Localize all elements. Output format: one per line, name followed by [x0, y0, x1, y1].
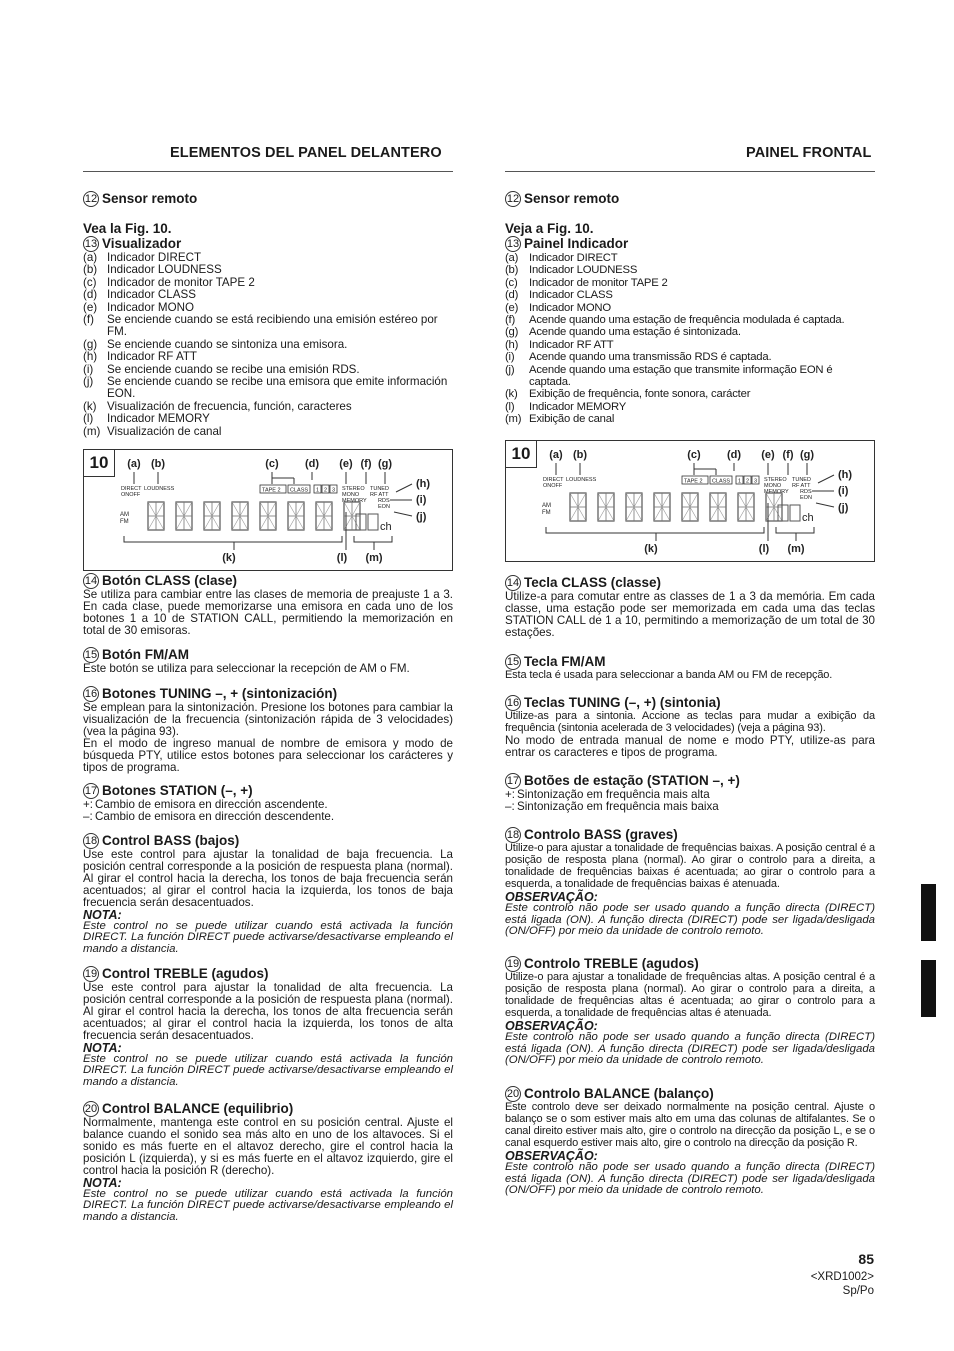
section-12-es	[83, 191, 453, 207]
callout-line	[816, 503, 834, 507]
item-key: (c)	[505, 276, 518, 289]
indicator-tuned: TUNED	[370, 486, 389, 492]
callout-label: (d)	[304, 458, 320, 470]
note-label: NOTA:	[83, 1040, 122, 1055]
indicator-tape2: TAPE 2	[262, 487, 281, 494]
section-text: No modo de entrada manual de nome e modo PTY, utilize-as para entrar os caracteres e tipos de programa.	[505, 733, 875, 759]
thumb-tab-portuguese	[921, 960, 936, 1017]
callout-label: (b)	[572, 449, 588, 461]
item-text: Indicador MEMORY	[529, 400, 627, 413]
item-text: Se enciende cuando se está recibiendo una emisión estéreo por FM.	[107, 313, 438, 339]
item-key: (k)	[83, 399, 97, 413]
section-title: Tecla CLASS (classe)	[524, 575, 662, 590]
model-code: <XRD1002>	[810, 1271, 874, 1283]
callout-label-i: (i)	[838, 485, 849, 497]
display-indicator-item	[83, 413, 453, 425]
callout-label-h: (h)	[838, 469, 853, 481]
display-indicator-item	[83, 376, 453, 401]
list-item: +: Cambio de emisora en dirección ascendente.	[83, 798, 328, 811]
display-indicator-item	[505, 339, 875, 351]
section-text: Esta tecla é usada para seleccionar a banda AM ou FM de recepção.	[505, 669, 833, 681]
section-number: 15	[84, 649, 98, 661]
note-text: Este controlo não pode ser usado quando a função directa (DIRECT) está ligada (ON). A função directa (DIRECT) pode ser ligada/desligada (ON/OFF) por meio da unidade de controlo remoto.	[505, 1160, 875, 1197]
section-12-pt	[505, 191, 875, 207]
section-number: 13	[506, 238, 520, 250]
section-16-pt	[505, 695, 875, 759]
item-key: (j)	[83, 375, 94, 389]
callout-label-j: (j)	[416, 511, 427, 523]
item-text: Se enciende cuando se recibe una emisión RDS.	[107, 362, 360, 376]
character-cell	[654, 493, 670, 521]
section-title: Painel Indicador	[524, 236, 629, 251]
class-number: 1	[316, 487, 320, 494]
note-text: Este controlo não pode ser usado quando a função directa (DIRECT) está ligada (ON). A função directa (DIRECT) pode ser ligada/desligada (ON/OFF) por meio da unidade de controlo remoto.	[505, 1030, 875, 1067]
language-code: Sp/Po	[842, 1285, 874, 1297]
section-13-pt	[505, 221, 875, 426]
section-title: Tecla FM/AM	[524, 654, 606, 669]
note-text: Este control no se puede utilizar cuando está activada la función DIRECT. La función DIRECT puede activarse/desactivarse empleando el mando a distancia.	[83, 1052, 453, 1089]
section-title: Control BASS (bajos)	[102, 833, 240, 848]
see-figure: Vea la Fig. 10.	[83, 221, 172, 236]
display-indicator-item	[83, 264, 453, 276]
section-text: Utilize-a para comutar entre as classes de 1 a 3 da memória. Em cada classe, uma estação pode ser memorizada em cada uma das teclas STATION CALL de 1 a 10, permitindo a memorização de um total de 30 estações.	[505, 590, 875, 639]
note-text: Este controlo não pode ser usado quando a função directa (DIRECT) está ligada (ON). A função directa (DIRECT) pode ser ligada/desligada (ON/OFF) por meio da unidade de controlo remoto.	[505, 901, 875, 938]
note-label: NOTA:	[83, 1175, 122, 1190]
section-13-es	[83, 221, 453, 438]
section-title: Controlo BASS (graves)	[524, 827, 678, 842]
header-rule-es	[83, 171, 453, 172]
character-cell	[148, 502, 164, 530]
section-number: 20	[506, 1088, 520, 1100]
list-item: +: Sintonização em frequência mais alta	[505, 788, 710, 801]
character-cell	[682, 493, 698, 521]
indicator-onoff: ONOFF	[543, 483, 563, 489]
section-number: 20	[84, 1103, 98, 1115]
item-key: (l)	[83, 412, 94, 426]
item-text: Indicador MONO	[529, 301, 611, 314]
list-item: –: Cambio de emisora en dirección descendente.	[83, 810, 335, 823]
indicator-tape2: TAPE 2	[684, 478, 703, 485]
character-cell	[738, 493, 754, 521]
section-text: Utilize-o para ajustar a tonalidade de frequências altas. A posição central é a posição de resposta plana (normal). Ao girar o controlo para a direita, a tonalidade de frequências altas é acentuada; ao girar o controlo para a esquerda, a tonalidade de frequências altas é atenuada.	[505, 971, 875, 1019]
section-text: Se emplean para la sintonización. Presione los botones para cambiar la visualización de la frecuencia (sintonización rápida de 3 velocidades) (vea la página 93).	[83, 701, 453, 738]
item-text: Indicador MEMORY	[107, 412, 210, 426]
header-rule-pt	[505, 171, 875, 172]
item-text: Indicador CLASS	[107, 288, 196, 302]
display-indicator-item	[505, 289, 875, 301]
section-number: 13	[84, 238, 98, 250]
indicator-eon: EON	[378, 504, 390, 510]
display-indicator-item	[83, 314, 453, 339]
item-text: Exibição de frequência, fonte sonora, carácter	[529, 388, 751, 401]
display-indicator-item	[505, 314, 875, 326]
item-key: (h)	[83, 350, 98, 364]
item-text: Indicador CLASS	[529, 289, 613, 302]
class-number: 2	[746, 478, 750, 485]
indicator-eon: EON	[800, 495, 812, 501]
channel-digit	[790, 505, 800, 521]
bracket-m	[776, 527, 814, 533]
item-text: Indicador LOUDNESS	[107, 263, 222, 277]
indicator-class: CLASS	[290, 487, 309, 494]
callout-label: (f)	[782, 449, 794, 461]
document-code	[760, 1270, 874, 1298]
item-key: (l)	[505, 400, 515, 413]
section-title: Botões de estação (STATION –, +)	[524, 773, 740, 788]
section-number: 12	[84, 193, 98, 205]
section-title: Botón FM/AM	[102, 647, 189, 662]
section-text: Use este control para ajustar la tonalidad de baja frecuencia. La posición central corresponde a la posición de respuesta plana (normal). Al girar el control hacia la derecha, los tonos de baja frecuencia serán acentuados; al girar el control hacia la izquierda, los tonos de baja frecuencia serán desacentuados.	[83, 848, 453, 909]
section-title: Controlo TREBLE (agudos)	[524, 956, 699, 971]
page-header-es: ELEMENTOS DEL PANEL DELANTERO	[170, 145, 442, 161]
item-key: (b)	[505, 264, 519, 277]
item-key: (g)	[505, 326, 519, 339]
section-19-es	[83, 966, 453, 1089]
callout-label: (a)	[549, 449, 563, 461]
indicator-mono: MONO	[764, 483, 782, 489]
section-text: Use este control para ajustar la tonalidad de alta frecuencia. La posición central corresponde a la posición de respuesta plana (normal). Al girar el control hacia la derecha, los tonos de alta frecuencia serán acentuados; al girar el control hacia la izquierda, los tonos de alta frecuencia serán desacentuados.	[83, 981, 453, 1042]
indicator-tuned: TUNED	[792, 477, 811, 483]
display-indicator-item	[505, 401, 875, 413]
section-text: Utilize-o para ajustar a tonalidade de frequências baixas. A posição central é a posição de resposta plana (normal). Ao girar o controlo para a direita, a tonalidade de frequências baixas é acentuada; ao girar o controlo para a esquerda, a tonalidade de frequências baixas é atenuada.	[505, 842, 875, 890]
display-indicator-list	[505, 252, 875, 426]
thumb-tab-spanish	[921, 884, 936, 941]
figure-number: 10	[84, 450, 115, 477]
display-indicator-item	[505, 326, 875, 338]
callout-label-m: (m)	[365, 552, 383, 564]
section-text: Se utiliza para cambiar entre las clases de memoria de preajuste 1 a 3. En cada clase, puede memorizarse una emisora en cada uno de los botones 1 a 10 de STATION CALL, permitiendo la memorización en total de 30 emisoras.	[83, 588, 453, 637]
indicator-onoff: ONOFF	[121, 492, 141, 498]
callout-label: (a)	[127, 458, 141, 470]
character-cell	[232, 502, 248, 530]
callout-label: (c)	[265, 458, 279, 470]
indicator-stereo: STEREO	[342, 486, 365, 492]
section-18-es	[83, 833, 453, 956]
item-key: (i)	[83, 362, 94, 376]
section-text: Utilize-as para a sintonia. Accione as teclas para mudar a exibição da frequência (sintonia acelerada de 3 velocidades) (veja a página 93).	[505, 710, 875, 734]
section-number: 18	[84, 835, 98, 847]
callout-line	[396, 484, 412, 492]
section-number: 18	[506, 829, 520, 841]
item-key: (k)	[505, 388, 518, 401]
channel-digit	[356, 514, 366, 530]
figure-10-es	[83, 449, 453, 571]
section-20-es	[83, 1101, 453, 1224]
character-cell	[204, 502, 220, 530]
list-item: –: Sintonização em frequência mais baixa	[505, 800, 719, 813]
section-text: En el modo de ingreso manual de nombre de emisora y modo de búsqueda PTY, utilice estos botones para seleccionar los carácteres y tipos de programa.	[83, 736, 453, 774]
note-label: OBSERVAÇÃO:	[505, 1018, 598, 1033]
section-number: 12	[506, 193, 520, 205]
indicator-memory: MEMORY	[764, 489, 789, 495]
callout-label: (c)	[687, 449, 701, 461]
item-text: Indicador DIRECT	[107, 251, 202, 264]
item-key: (m)	[83, 424, 101, 438]
callout-label-h: (h)	[416, 478, 431, 490]
display-indicator-item	[505, 364, 875, 389]
callout-label: (e)	[761, 449, 775, 461]
callout-label-j: (j)	[838, 502, 849, 514]
section-number: 14	[506, 577, 520, 589]
page-number: 85	[858, 1251, 874, 1267]
section-number: 16	[506, 697, 520, 709]
indicator-am: AM	[542, 503, 551, 509]
section-title: Controlo BALANCE (balanço)	[524, 1086, 714, 1101]
item-text: Acende quando uma estação que transmite informação EON é captada.	[529, 363, 833, 389]
display-indicator-item	[505, 264, 875, 276]
section-17-es	[83, 783, 453, 823]
display-indicator-item	[83, 351, 453, 363]
indicator-direct: DIRECT	[543, 477, 564, 483]
item-key: (d)	[505, 289, 519, 302]
section-number: 17	[84, 785, 98, 797]
item-text: Exibição de canal	[529, 413, 615, 426]
section-title: Visualizador	[102, 236, 182, 251]
indicator-loudness: LOUDNESS	[144, 486, 175, 492]
indicator-direct: DIRECT	[121, 486, 142, 492]
callout-label: (g)	[799, 449, 815, 461]
section-15-es	[83, 647, 453, 675]
display-indicator-item	[505, 302, 875, 314]
item-text: Acende quando uma estação é sintonizada.	[529, 326, 741, 339]
item-key: (a)	[83, 251, 98, 264]
indicator-class: CLASS	[712, 478, 731, 485]
section-text: Normalmente, mantenga este control en su posición central. Ajuste el balance cuando el sonido sea más alto en uno de los altavoces. Si el sonido es más fuerte en el altavoz derecho, gire el control hacia la posición L (izquierda), y si es más fuerte en el altavoz izquierdo, gire el control hacia la posición R (derecho).	[83, 1116, 453, 1177]
item-text: Indicador de monitor TAPE 2	[529, 276, 668, 289]
class-number: 1	[738, 478, 742, 485]
display-indicator-item	[505, 277, 875, 289]
indicator-am: AM	[120, 512, 129, 518]
item-text: Visualización de frecuencia, función, caracteres	[107, 399, 352, 413]
display-diagram	[506, 441, 874, 561]
note-text: Este control no se puede utilizar cuando está activada la función DIRECT. La función DIRECT puede activarse/desactivarse empleando el mando a distancia.	[83, 919, 453, 956]
callout-label: (g)	[377, 458, 393, 470]
indicator-fm: FM	[120, 519, 129, 525]
item-key: (a)	[505, 252, 519, 264]
callout-label-m: (m)	[787, 543, 805, 555]
channel-unit: ch	[802, 512, 814, 524]
section-18-pt	[505, 827, 875, 938]
item-text: Indicador DIRECT	[529, 252, 618, 264]
section-title: Control BALANCE (equilibrio)	[102, 1101, 294, 1116]
character-cell	[598, 493, 614, 521]
display-diagram	[84, 450, 452, 570]
callout-label-l: (l)	[336, 552, 348, 564]
section-text: Este controlo deve ser deixado normalmente na posição central. Ajuste o balanço se o som estiver mais alto em uma das colunas de altifalantes. Se o canal direito estiver mais alto, gire o controlo na direcção da posição L, e se o canal esquerdo estiver mais alto, gire o controlo na direcção da posição R.	[505, 1101, 875, 1149]
section-number: 19	[506, 958, 520, 970]
character-cell	[176, 502, 192, 530]
note-label: NOTA:	[83, 907, 122, 922]
item-text: Indicador MONO	[107, 300, 194, 314]
callout-label: (b)	[150, 458, 166, 470]
section-title: Botones STATION (–, +)	[102, 783, 253, 798]
see-figure: Veja a Fig. 10.	[505, 221, 594, 236]
bracket-k	[124, 536, 342, 542]
section-title: Botones TUNING –, + (sintonización)	[102, 686, 338, 701]
callout-label-i: (i)	[416, 494, 427, 506]
callout-line	[818, 475, 834, 483]
item-key: (h)	[505, 338, 519, 351]
class-number: 2	[324, 487, 328, 494]
note-text: Este control no se puede utilizar cuando está activada la función DIRECT. La función DIRECT puede activarse/desactivarse empleando el mando a distancia.	[83, 1187, 453, 1224]
section-title: Control TREBLE (agudos)	[102, 966, 269, 981]
section-16-es	[83, 686, 453, 773]
channel-unit: ch	[380, 521, 392, 533]
callout-label-l: (l)	[758, 543, 770, 555]
item-key: (f)	[505, 314, 516, 327]
section-14-pt	[505, 575, 875, 639]
indicator-rf-att: RF ATT	[792, 483, 811, 489]
callout-label: (e)	[339, 458, 353, 470]
callout-label: (d)	[726, 449, 742, 461]
section-14-es	[83, 573, 453, 637]
indicator-rds: RDS	[378, 498, 390, 504]
callout-line	[394, 512, 412, 516]
item-key: (f)	[83, 313, 94, 327]
item-key: (b)	[83, 263, 98, 277]
character-cell	[316, 502, 332, 530]
item-text: Se enciende cuando se sintoniza una emisora.	[107, 337, 348, 351]
section-text: Este botón se utiliza para seleccionar la recepción de AM o FM.	[83, 662, 410, 675]
item-text: Se enciende cuando se recibe una emisora que emite información EON.	[107, 375, 448, 401]
figure-10-pt	[505, 440, 875, 562]
display-indicator-item	[505, 388, 875, 400]
item-text: Visualización de canal	[107, 424, 222, 438]
callout-label-k: (k)	[644, 543, 658, 555]
page-header-pt: PAINEL FRONTAL	[746, 145, 872, 161]
item-key: (d)	[83, 288, 98, 302]
indicator-mono: MONO	[342, 492, 360, 498]
display-indicator-item	[505, 252, 875, 264]
channel-digit	[368, 514, 378, 530]
section-number: 15	[506, 656, 520, 668]
indicator-rf-att: RF ATT	[370, 492, 389, 498]
section-number: 17	[506, 775, 520, 787]
indicator-rds: RDS	[800, 489, 812, 495]
bracket-k	[546, 527, 764, 533]
indicator-stereo: STEREO	[764, 477, 787, 483]
indicator-loudness: LOUDNESS	[566, 477, 597, 483]
item-key: (c)	[83, 275, 97, 289]
callout-label: (f)	[360, 458, 372, 470]
item-text: Indicador de monitor TAPE 2	[107, 275, 255, 289]
section-title: Sensor remoto	[524, 191, 620, 206]
character-cell	[710, 493, 726, 521]
item-key: (e)	[505, 301, 519, 314]
indicator-fm: FM	[542, 510, 551, 516]
item-key: (i)	[505, 351, 515, 364]
display-indicator-item	[83, 426, 453, 438]
character-cell	[260, 502, 276, 530]
note-label: OBSERVAÇÃO:	[505, 889, 598, 904]
bracket-m	[354, 536, 392, 542]
item-text: Acende quando uma estação de frequência modulada é captada.	[529, 314, 845, 327]
section-number: 19	[84, 968, 98, 980]
item-key: (m)	[505, 413, 522, 426]
note-label: OBSERVAÇÃO:	[505, 1148, 598, 1163]
class-number: 3	[332, 487, 336, 494]
character-cell	[626, 493, 642, 521]
section-17-pt	[505, 773, 875, 813]
display-indicator-item	[83, 289, 453, 301]
callout-label-k: (k)	[222, 552, 236, 564]
display-indicator-item	[505, 413, 875, 425]
section-title: Botón CLASS (clase)	[102, 573, 238, 588]
item-text: Indicador RF ATT	[107, 350, 197, 364]
item-key: (j)	[505, 363, 515, 376]
section-20-pt	[505, 1086, 875, 1197]
display-indicator-list	[83, 252, 453, 438]
character-cell	[288, 502, 304, 530]
indicator-memory: MEMORY	[342, 498, 367, 504]
section-number: 16	[84, 688, 98, 700]
class-number: 3	[754, 478, 758, 485]
section-title: Teclas TUNING (–, +) (sintonia)	[524, 695, 721, 710]
section-title: Sensor remoto	[102, 191, 198, 206]
section-19-pt	[505, 956, 875, 1067]
item-key: (g)	[83, 337, 98, 351]
section-number: 14	[84, 575, 98, 587]
figure-number: 10	[506, 441, 537, 468]
section-15-pt	[505, 654, 875, 682]
item-text: Acende quando uma transmissão RDS é captada.	[529, 351, 772, 364]
item-text: Indicador LOUDNESS	[529, 264, 638, 277]
display-indicator-item	[505, 351, 875, 363]
item-key: (e)	[83, 300, 98, 314]
character-cell	[570, 493, 586, 521]
item-text: Indicador RF ATT	[529, 338, 614, 351]
